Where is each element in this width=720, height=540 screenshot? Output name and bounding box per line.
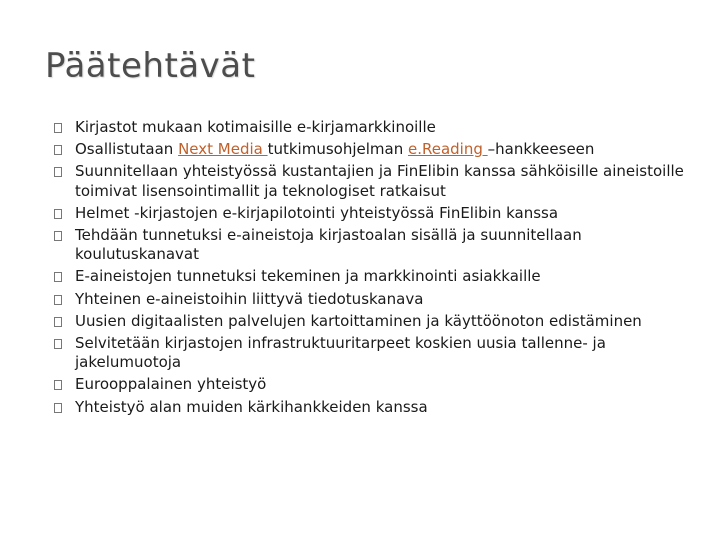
list-item <box>52 118 692 137</box>
text-segment: Osallistutaan <box>75 140 179 159</box>
bullet-square-icon <box>54 380 62 390</box>
bullet-square-icon <box>54 403 62 413</box>
bullet-text <box>75 140 692 159</box>
bullet-square-icon <box>54 231 62 241</box>
list-item <box>52 375 692 394</box>
bullet-text: Suunnitellaan yhteistyössä kustantajien ja FinElibin kanssa sähköisille aineistoille toimivat lisensointimallit ja teknologiset ratkaisut <box>75 162 684 200</box>
bullet-text: Eurooppalainen yhteistyö <box>75 375 267 394</box>
text-segment: –hankkeeseen <box>487 140 595 159</box>
bullet-square-icon <box>54 295 62 305</box>
list-item <box>52 140 692 159</box>
list-item <box>52 267 692 286</box>
link-next-media[interactable]: Next Media <box>178 140 268 159</box>
bullet-text: Helmet -kirjastojen e-kirjapilotointi yhteistyössä FinElibin kanssa <box>75 203 559 222</box>
bullet-square-icon <box>54 123 62 133</box>
bullet-square-icon <box>54 209 62 219</box>
slide-title: Päätehtävät <box>45 46 256 86</box>
list-item <box>52 226 692 264</box>
bullet-text: Uusien digitaalisten palvelujen kartoittaminen ja käyttöönoton edistäminen <box>75 311 642 330</box>
bullet-list <box>52 118 692 420</box>
list-item <box>52 162 692 200</box>
bullet-square-icon <box>54 167 62 177</box>
bullet-square-icon <box>54 145 62 155</box>
list-item <box>52 312 692 331</box>
link-ereading[interactable]: e.Reading <box>407 140 488 159</box>
bullet-text: Yhteistyö alan muiden kärkihankkeiden kanssa <box>75 397 428 416</box>
list-item <box>52 290 692 309</box>
bullet-square-icon <box>54 317 62 327</box>
bullet-square-icon <box>54 272 62 282</box>
bullet-square-icon <box>54 339 62 349</box>
list-item <box>52 334 692 372</box>
list-item <box>52 398 692 417</box>
bullet-text: Kirjastot mukaan kotimaisille e-kirjamarkkinoille <box>75 118 436 136</box>
bullet-text: E-aineistojen tunnetuksi tekeminen ja markkinointi asiakkaille <box>75 267 541 286</box>
list-item <box>52 204 692 223</box>
text-segment: tutkimusohjelman <box>267 140 408 159</box>
bullet-text: Selvitetään kirjastojen infrastruktuuritarpeet koskien uusia tallenne- ja jakelumuotoja <box>75 334 606 372</box>
bullet-text: Tehdään tunnetuksi e-aineistoja kirjastoalan sisällä ja suunnitellaan koulutuskanavat <box>75 226 582 264</box>
bullet-text: Yhteinen e-aineistoihin liittyvä tiedotuskanava <box>75 289 424 308</box>
